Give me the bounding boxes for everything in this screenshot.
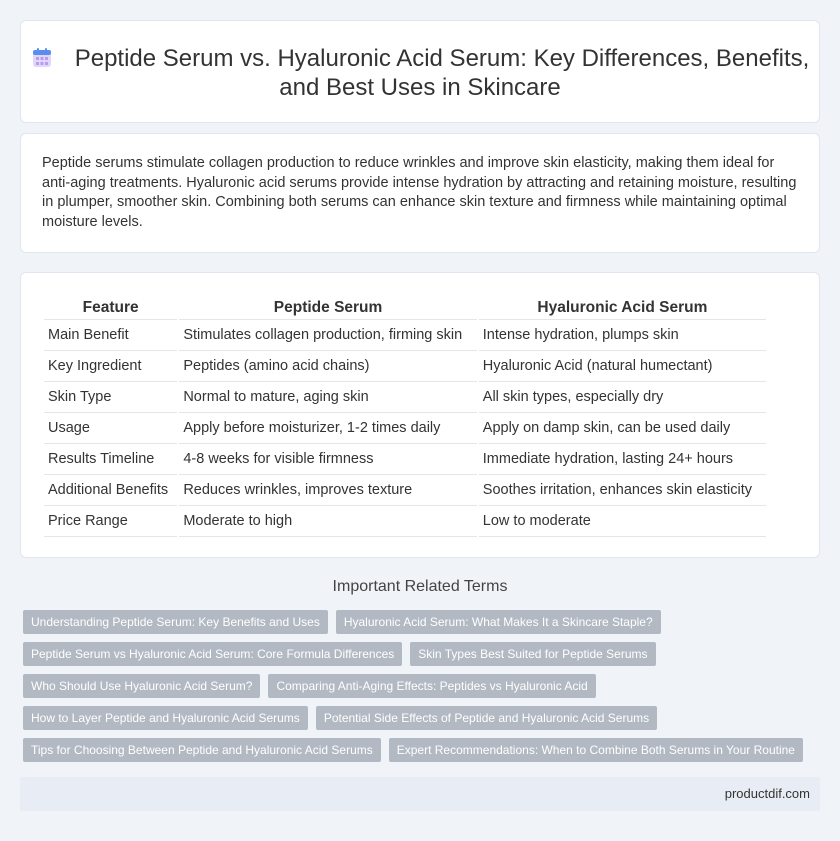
- tag-row: [23, 738, 823, 762]
- related-tag[interactable]: Skin Types Best Suited for Peptide Serums: [410, 642, 655, 666]
- cell-hyaluronic: Intense hydration, plumps skin: [479, 320, 766, 351]
- related-tags: [23, 610, 823, 770]
- header-hyaluronic: Hyaluronic Acid Serum: [479, 296, 766, 320]
- cell-feature: Additional Benefits: [44, 475, 177, 506]
- table-row: [44, 413, 766, 444]
- cell-hyaluronic: Soothes irritation, enhances skin elasticity: [479, 475, 766, 506]
- related-tag[interactable]: Tips for Choosing Between Peptide and Hyaluronic Acid Serums: [23, 738, 381, 762]
- intro-card: [20, 133, 820, 253]
- cell-feature: Main Benefit: [44, 320, 177, 351]
- related-tag[interactable]: Expert Recommendations: When to Combine Both Serums in Your Routine: [389, 738, 803, 762]
- table-row: [44, 444, 766, 475]
- table-row: [44, 320, 766, 351]
- table-header-row: [44, 296, 766, 320]
- cell-feature: Key Ingredient: [44, 351, 177, 382]
- cell-hyaluronic: All skin types, especially dry: [479, 382, 766, 413]
- cell-peptide: Stimulates collagen production, firming skin: [179, 320, 476, 351]
- footer: [20, 777, 820, 811]
- header-feature: Feature: [44, 296, 177, 320]
- cell-hyaluronic: Apply on damp skin, can be used daily: [479, 413, 766, 444]
- related-tag[interactable]: How to Layer Peptide and Hyaluronic Acid Serums: [23, 706, 308, 730]
- cell-hyaluronic: Immediate hydration, lasting 24+ hours: [479, 444, 766, 475]
- cell-feature: Skin Type: [44, 382, 177, 413]
- related-tag[interactable]: Potential Side Effects of Peptide and Hyaluronic Acid Serums: [316, 706, 657, 730]
- tag-row: [23, 642, 823, 666]
- tag-row: [23, 706, 823, 730]
- related-tag[interactable]: Who Should Use Hyaluronic Acid Serum?: [23, 674, 260, 698]
- table-row: [44, 382, 766, 413]
- cell-peptide: Normal to mature, aging skin: [179, 382, 476, 413]
- related-tag[interactable]: Comparing Anti-Aging Effects: Peptides vs Hyaluronic Acid: [268, 674, 595, 698]
- page-title-wrap: [21, 44, 819, 102]
- tag-row: [23, 674, 823, 698]
- cell-peptide: Moderate to high: [179, 506, 476, 537]
- tag-row: [23, 610, 823, 634]
- cell-peptide: Apply before moisturizer, 1-2 times daily: [179, 413, 476, 444]
- intro-paragraph: Peptide serums stimulate collagen production to reduce wrinkles and improve skin elasticity, making them ideal for anti-aging treatments. Hyaluronic acid serums provide intense hydration by attracting and retaining moisture, resulting in plumper, smoother skin. Combining both serums can enhance skin texture and firmness while maintaining optimal moisture levels.: [42, 155, 797, 230]
- cell-feature: Usage: [44, 413, 177, 444]
- related-tag[interactable]: Understanding Peptide Serum: Key Benefits and Uses: [23, 610, 328, 634]
- cell-hyaluronic: Hyaluronic Acid (natural humectant): [479, 351, 766, 382]
- table-row: [44, 506, 766, 537]
- cell-peptide: Reduces wrinkles, improves texture: [179, 475, 476, 506]
- cell-feature: Price Range: [44, 506, 177, 537]
- calendar-icon: [31, 47, 53, 69]
- cell-feature: Results Timeline: [44, 444, 177, 475]
- table-row: [44, 475, 766, 506]
- header-peptide: Peptide Serum: [179, 296, 476, 320]
- page-title: Peptide Serum vs. Hyaluronic Acid Serum: Key Differences, Benefits, and Best Uses in Skincare: [74, 45, 810, 101]
- related-tag[interactable]: Hyaluronic Acid Serum: What Makes It a Skincare Staple?: [336, 610, 661, 634]
- related-terms-heading: Important Related Terms: [332, 578, 508, 595]
- related-tag[interactable]: Peptide Serum vs Hyaluronic Acid Serum: Core Formula Differences: [23, 642, 402, 666]
- footer-site-link[interactable]: productdif.com: [724, 786, 810, 801]
- cell-hyaluronic: Low to moderate: [479, 506, 766, 537]
- comparison-table: [42, 296, 768, 537]
- table-row: [44, 351, 766, 382]
- comparison-card: [20, 272, 820, 558]
- cell-peptide: Peptides (amino acid chains): [179, 351, 476, 382]
- cell-peptide: 4-8 weeks for visible firmness: [179, 444, 476, 475]
- header-card: [20, 20, 820, 123]
